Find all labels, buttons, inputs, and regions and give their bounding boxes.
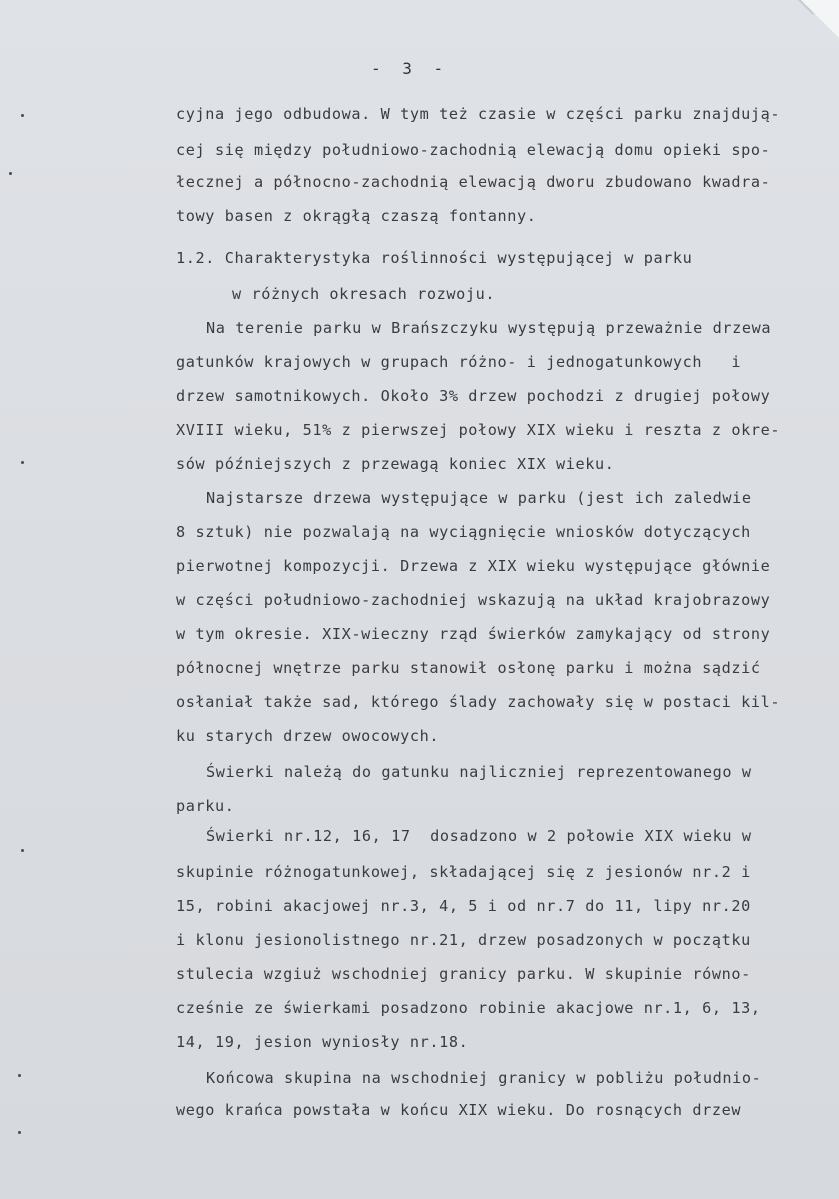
text-line: wego krańca powstała w końcu XIX wieku. Do rosnących drzew bbox=[176, 1101, 742, 1119]
text-line: stulecia wzgiuż wschodniej granicy parku. W skupinie równo- bbox=[176, 965, 751, 983]
text-line: towy basen z okrągłą czaszą fontanny. bbox=[176, 207, 537, 225]
section-heading: 1.2. Charakterystyka roślinności występującej w parku bbox=[176, 249, 693, 267]
text-line: 14, 19, jesion wyniosły nr.18. bbox=[176, 1033, 469, 1051]
margin-speck bbox=[21, 461, 24, 464]
text-line: Końcowa skupina na wschodniej granicy w pobliżu południo- bbox=[206, 1069, 762, 1087]
margin-speck bbox=[18, 1131, 21, 1134]
text-line: Na terenie parku w Brańszczyku występują przeważnie drzewa bbox=[206, 319, 772, 337]
text-line: w części południowo-zachodniej wskazują na układ krajobrazowy bbox=[176, 591, 771, 609]
text-line: 8 sztuk) nie pozwalają na wyciągnięcie wniosków dotyczących bbox=[176, 523, 751, 541]
text-line: Świerki nr.12, 16, 17 dosadzono w 2 połowie XIX wieku w bbox=[206, 827, 752, 845]
text-line: i klonu jesionolistnego nr.21, drzew posadzonych w początku bbox=[176, 931, 751, 949]
text-line: ku starych drzew owocowych. bbox=[176, 727, 440, 745]
text-line: osłaniał także sad, którego ślady zachowały się w postaci kil- bbox=[176, 693, 781, 711]
section-heading-cont: w różnych okresach rozwoju. bbox=[232, 285, 496, 303]
text-line: cześnie ze świerkami posadzono robinie akacjowe nr.1, 6, 13, bbox=[176, 999, 761, 1017]
margin-speck bbox=[18, 1074, 21, 1077]
text-line: parku. bbox=[176, 797, 235, 815]
page-number: - 3 - bbox=[371, 59, 450, 78]
text-line: XVIII wieku, 51% z pierwszej połowy XIX wieku i reszta z okre- bbox=[176, 421, 781, 439]
margin-speck bbox=[9, 172, 12, 175]
text-line: cyjna jego odbudowa. W tym też czasie w części parku znajdują- bbox=[176, 105, 781, 123]
text-line: Świerki należą do gatunku najliczniej reprezentowanego w bbox=[206, 763, 752, 781]
text-line: północnej wnętrze parku stanowił osłonę parku i można sądzić bbox=[176, 659, 761, 677]
margin-speck bbox=[21, 114, 24, 117]
text-line: cej się między południowo-zachodnią elewacją domu opieki spo- bbox=[176, 141, 771, 159]
text-line: gatunków krajowych w grupach różno- i jednogatunkowych i bbox=[176, 353, 742, 371]
text-line: sów późniejszych z przewagą koniec XIX wieku. bbox=[176, 455, 615, 473]
margin-speck bbox=[21, 849, 24, 852]
text-line: pierwotnej kompozycji. Drzewa z XIX wieku występujące głównie bbox=[176, 557, 771, 575]
text-line: skupinie różnogatunkowej, składającej się z jesionów nr.2 i bbox=[176, 863, 751, 881]
text-line: drzew samotnikowych. Około 3% drzew pochodzi z drugiej połowy bbox=[176, 387, 771, 405]
text-line: łecznej a północno-zachodnią elewacją dworu zbudowano kwadra- bbox=[176, 173, 771, 191]
text-line: Najstarsze drzewa występujące w parku (jest ich zaledwie bbox=[206, 489, 752, 507]
text-line: w tym okresie. XIX-wieczny rząd świerków zamykający od strony bbox=[176, 625, 771, 643]
text-line: 15, robini akacjowej nr.3, 4, 5 i od nr.7 do 11, lipy nr.20 bbox=[176, 897, 751, 915]
